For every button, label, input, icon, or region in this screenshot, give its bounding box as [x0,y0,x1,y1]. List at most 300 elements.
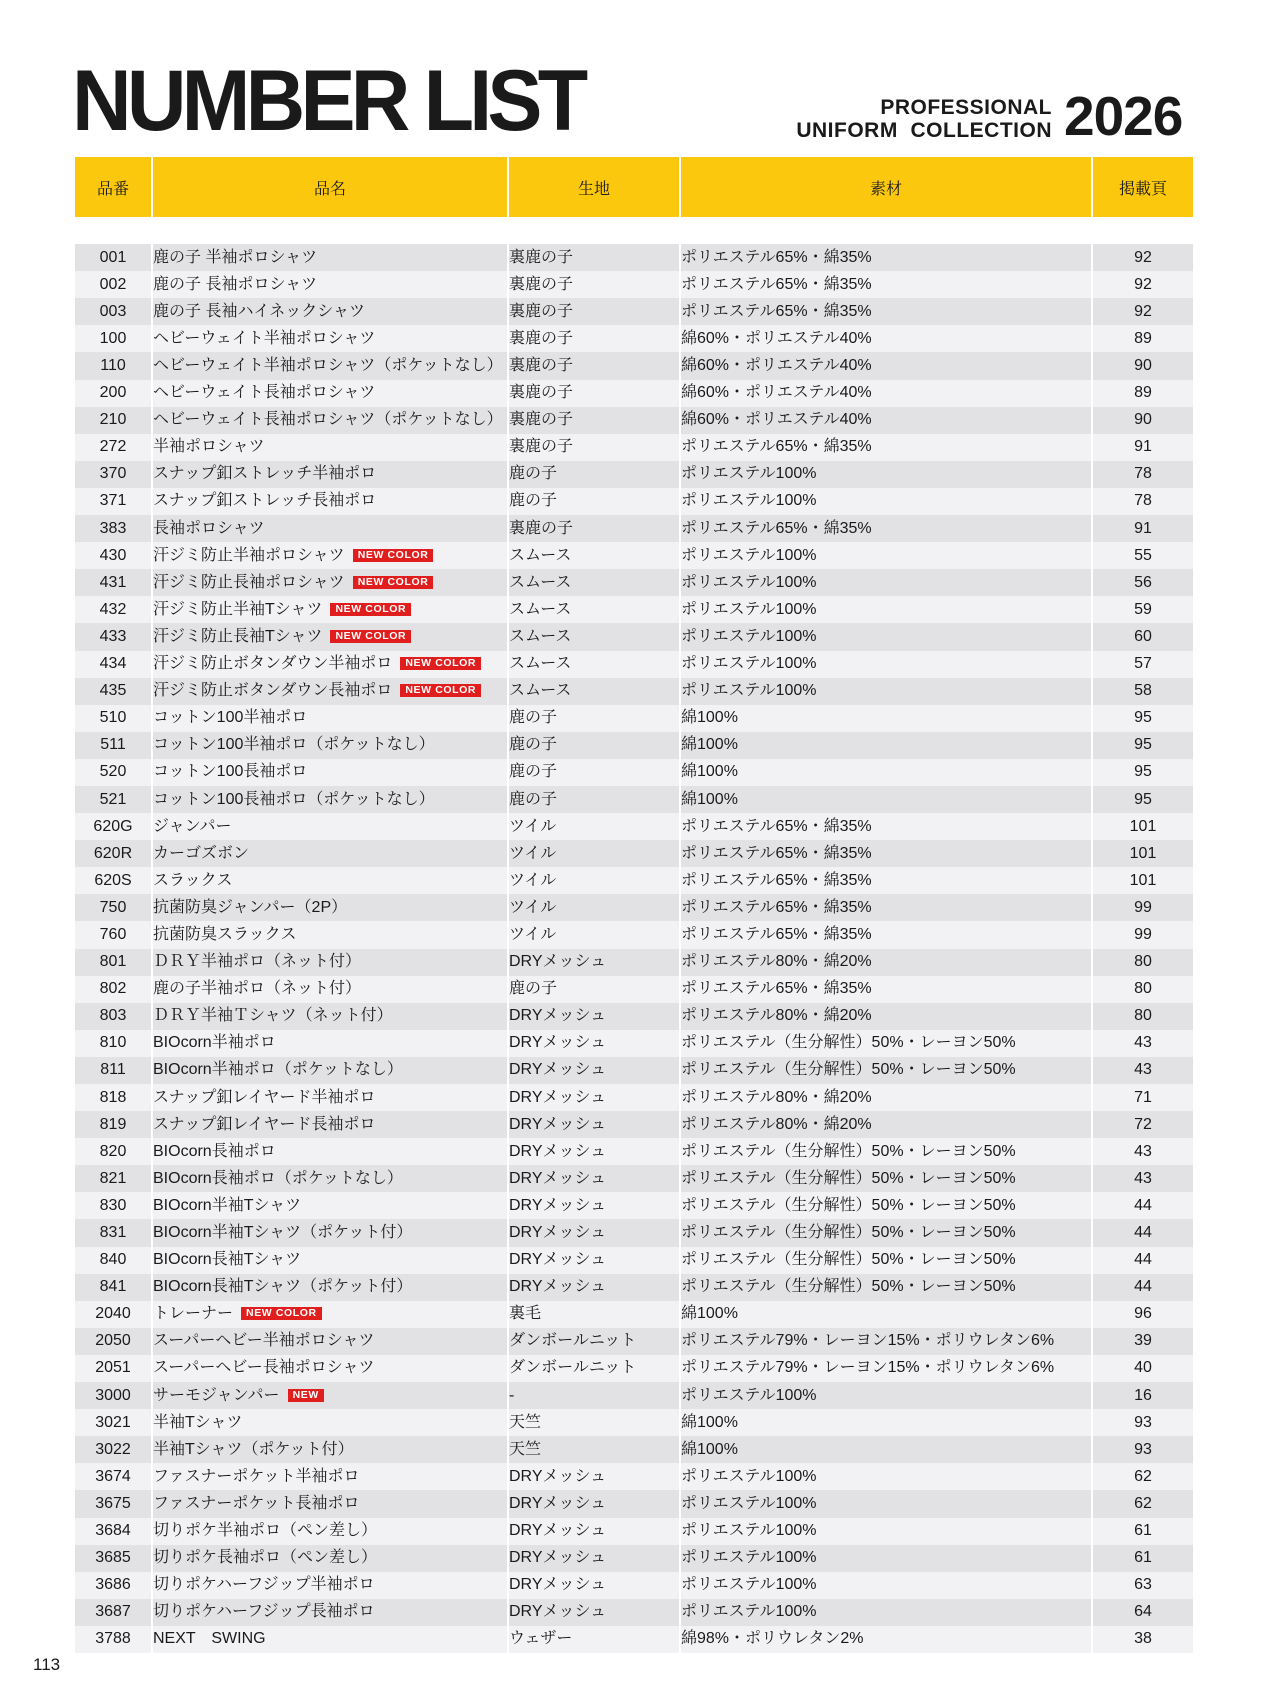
item-number: 110 [100,357,126,375]
item-material: ポリエステル100% [681,573,817,591]
item-name: 半袖ポロシャツ [153,438,265,456]
table-row [75,461,1193,488]
item-fabric: DRYメッシュ [509,1061,607,1079]
item-name: BIOcorn半袖Tシャツ [153,1196,302,1214]
item-name-cell [153,840,509,867]
item-name-cell [153,894,509,921]
item-fabric-cell [509,623,681,650]
item-number: 831 [99,1224,127,1242]
item-material: ポリエステル（生分解性）50%・レーヨン50% [681,1278,1016,1296]
item-fabric-cell [509,1138,681,1165]
item-page-cell [1093,840,1193,867]
item-material-cell [681,1274,1093,1301]
item-number: 432 [99,600,127,618]
item-material: ポリエステル65%・綿35% [681,302,872,320]
subtitle-line-2: UNIFORM COLLECTION [796,119,1052,142]
item-material: 綿60%・ポリエステル40% [681,384,872,402]
item-fabric-cell [509,1599,681,1626]
table-header-row [75,157,1193,217]
item-name: BIOcorn半袖Tシャツ（ポケット付） [153,1224,413,1242]
item-material-cell [681,678,1093,705]
item-name-cell [153,434,509,461]
item-material-cell [681,542,1093,569]
page-number: 113 [33,1655,61,1674]
item-number-cell [75,732,153,759]
item-page-cell [1093,813,1193,840]
item-fabric: DRYメッシュ [509,1034,607,1052]
item-page-cell [1093,651,1193,678]
item-material-cell [681,1030,1093,1057]
item-fabric: スムース [509,627,572,645]
item-fabric: 天竺 [509,1413,542,1431]
item-fabric-cell [509,1274,681,1301]
item-number-cell [75,1518,153,1545]
item-page: 63 [1134,1576,1152,1594]
table-row [75,515,1193,542]
item-name: 切りポケハーフジップ長袖ポロ [153,1603,375,1621]
item-name-cell [153,1247,509,1274]
column-header-material: 素材 [681,157,1093,217]
item-page: 90 [1134,357,1152,375]
item-name: スナップ釦ストレッチ半袖ポロ [153,465,377,483]
item-material: ポリエステル100% [681,1603,817,1621]
item-name: ヘビーウェイト長袖ポロシャツ [153,384,376,402]
item-material: ポリエステル100% [681,627,817,645]
item-number-cell [75,786,153,813]
new-color-badge: NEW COLOR [330,603,411,616]
item-fabric-cell [509,1003,681,1030]
item-fabric-cell [509,786,681,813]
table-row [75,325,1193,352]
item-name: BIOcorn長袖Tシャツ [153,1251,302,1269]
item-fabric-cell [509,759,681,786]
item-fabric-cell [509,1518,681,1545]
item-fabric-cell [509,840,681,867]
item-material: 綿100% [681,763,738,781]
item-fabric-cell [509,678,681,705]
item-name: スナップ釦レイヤード長袖ポロ [153,1115,376,1133]
item-fabric-cell [509,1626,681,1653]
item-number: 3000 [95,1386,131,1404]
item-name-cell [153,1355,509,1382]
collection-year: 2026 [1064,85,1183,147]
item-number-cell [75,623,153,650]
table-row [75,1030,1193,1057]
column-header-name: 品名 [153,157,509,217]
item-fabric: DRYメッシュ [509,1196,607,1214]
item-number: 2051 [95,1359,131,1377]
item-page-cell [1093,1084,1193,1111]
item-number: 830 [99,1196,127,1214]
item-fabric: 裏鹿の子 [509,275,574,293]
item-material: ポリエステル100% [681,546,817,564]
item-number-cell [75,1165,153,1192]
item-page-cell [1093,678,1193,705]
item-material-cell [681,569,1093,596]
item-material: ポリエステル（生分解性）50%・レーヨン50% [681,1034,1016,1052]
item-name-cell [153,1274,509,1301]
item-number: 3788 [95,1630,131,1648]
item-material: ポリエステル100% [681,1467,817,1485]
item-material: ポリエステル（生分解性）50%・レーヨン50% [681,1224,1016,1242]
item-page-cell [1093,1545,1193,1572]
item-material: ポリエステル100% [681,1549,817,1567]
item-fabric: 裏鹿の子 [509,519,574,537]
item-number: 821 [99,1169,127,1187]
item-name: ＤＲＹ半袖Ｔシャツ（ネット付） [153,1007,393,1025]
item-name-cell [153,651,509,678]
item-fabric-cell [509,1382,681,1409]
item-material: ポリエステル80%・綿20% [681,1115,872,1133]
item-fabric-cell [509,1030,681,1057]
item-fabric: ダンボールニット [509,1332,637,1350]
item-number-cell [75,1003,153,1030]
item-name-cell [153,1111,509,1138]
item-name: スーパーヘビー半袖ポロシャツ [153,1332,375,1350]
item-name: 鹿の子半袖ポロ（ネット付） [153,980,362,998]
item-material-cell [681,1463,1093,1490]
item-number: 620R [93,844,133,862]
item-fabric: 鹿の子 [509,709,558,727]
item-number: 521 [99,790,127,808]
item-name: BIOcorn長袖Tシャツ（ポケット付） [153,1278,413,1296]
item-material: ポリエステル79%・レーヨン15%・ポリウレタン6% [681,1332,1055,1350]
item-fabric: DRYメッシュ [509,1494,607,1512]
item-page: 43 [1134,1169,1152,1187]
item-name-cell [153,921,509,948]
item-page: 95 [1134,709,1152,727]
item-name-cell [153,1436,509,1463]
item-number: 2050 [95,1332,131,1350]
item-number-cell [75,1436,153,1463]
item-fabric-cell [509,1057,681,1084]
table-row [75,705,1193,732]
item-page: 80 [1134,1007,1152,1025]
item-name: 抗菌防臭スラックス [153,925,297,943]
item-page: 99 [1134,925,1152,943]
item-name: BIOcorn半袖ポロ（ポケットなし） [153,1061,403,1079]
item-fabric-cell [509,434,681,461]
item-name: ＤＲＹ半袖ポロ（ネット付） [153,953,362,971]
item-number: 510 [99,709,127,727]
item-material: ポリエステル65%・綿35% [681,871,872,889]
item-number-cell [75,434,153,461]
item-material-cell [681,298,1093,325]
item-page-cell [1093,1301,1193,1328]
item-page: 62 [1134,1494,1152,1512]
new-badge: NEW [288,1389,324,1402]
item-fabric: 裏鹿の子 [509,438,574,456]
item-page: 57 [1134,655,1152,673]
item-material-cell [681,1518,1093,1545]
item-fabric: スムース [509,546,572,564]
item-name: 鹿の子 長袖ハイネックシャツ [153,302,365,320]
item-number: 002 [99,275,127,293]
item-number-cell [75,461,153,488]
item-name-cell [153,1030,509,1057]
item-fabric-cell [509,867,681,894]
table-row [75,1518,1193,1545]
item-fabric-cell [509,1436,681,1463]
item-number-cell [75,407,153,434]
item-fabric-cell [509,569,681,596]
item-material-cell [681,352,1093,379]
item-name: BIOcorn半袖ポロ [153,1034,276,1052]
item-number-cell [75,542,153,569]
item-fabric-cell [509,1111,681,1138]
item-name-cell [153,1490,509,1517]
item-page-cell [1093,542,1193,569]
item-material: ポリエステル65%・綿35% [681,844,872,862]
item-material: ポリエステル65%・綿35% [681,248,872,266]
item-material: ポリエステル65%・綿35% [681,898,872,916]
item-page: 71 [1134,1088,1152,1106]
item-material-cell [681,705,1093,732]
item-fabric: スムース [509,655,572,673]
item-material-cell [681,1219,1093,1246]
item-material-cell [681,1409,1093,1436]
item-material: ポリエステル100% [681,655,817,673]
item-fabric-cell [509,1165,681,1192]
item-name: ヘビーウェイト半袖ポロシャツ（ポケットなし） [153,357,503,375]
item-name: カーゴズボン [153,844,250,862]
item-page: 61 [1134,1549,1152,1567]
table-row [75,651,1193,678]
item-fabric: DRYメッシュ [509,1576,607,1594]
collection-subtitle [796,96,1052,142]
item-material-cell [681,271,1093,298]
item-page-cell [1093,705,1193,732]
item-fabric-cell [509,298,681,325]
item-material-cell [681,515,1093,542]
item-page-cell [1093,1274,1193,1301]
item-material-cell [681,894,1093,921]
item-fabric: 裏鹿の子 [509,302,574,320]
item-material-cell [681,651,1093,678]
item-number: 383 [99,519,127,537]
item-fabric: 裏鹿の子 [509,411,574,429]
item-name: スラックス [153,871,233,889]
item-fabric: DRYメッシュ [509,1088,607,1106]
item-fabric: スムース [509,573,572,591]
item-material: ポリエステル65%・綿35% [681,925,872,943]
item-page: 44 [1134,1224,1152,1242]
item-name-cell [153,461,509,488]
table-row [75,1436,1193,1463]
item-number: 760 [99,925,127,943]
item-page-cell [1093,1382,1193,1409]
item-fabric: DRYメッシュ [509,1169,607,1187]
item-fabric: ツイル [509,925,557,943]
item-material-cell [681,1192,1093,1219]
item-page-cell [1093,1518,1193,1545]
item-name: 鹿の子 半袖ポロシャツ [153,248,318,266]
item-page-cell [1093,1003,1193,1030]
item-page: 95 [1134,736,1152,754]
item-material: ポリエステル100% [681,600,817,618]
item-page: 80 [1134,980,1152,998]
item-page: 80 [1134,953,1152,971]
item-number: 819 [99,1115,127,1133]
item-material-cell [681,1355,1093,1382]
item-number-cell [75,949,153,976]
table-row [75,298,1193,325]
item-name-cell [153,1599,509,1626]
item-material: ポリエステル（生分解性）50%・レーヨン50% [681,1169,1016,1187]
item-name: ファスナーポケット長袖ポロ [153,1494,360,1512]
item-material-cell [681,596,1093,623]
item-material: 綿60%・ポリエステル40% [681,329,872,347]
item-name: BIOcorn長袖ポロ [153,1142,276,1160]
item-material: ポリエステル65%・綿35% [681,817,872,835]
item-material-cell [681,949,1093,976]
item-fabric: 裏毛 [509,1305,542,1323]
item-page: 95 [1134,763,1152,781]
item-page: 96 [1134,1305,1152,1323]
item-page-cell [1093,298,1193,325]
item-fabric: 裏鹿の子 [509,384,574,402]
item-material-cell [681,1572,1093,1599]
item-fabric: 鹿の子 [509,763,558,781]
item-name-cell [153,352,509,379]
item-page: 72 [1134,1115,1152,1133]
page-title: NUMBER LIST [72,53,584,149]
table-row [75,352,1193,379]
item-fabric-cell [509,1247,681,1274]
item-number: 001 [99,248,127,266]
item-material-cell [681,488,1093,515]
item-number-cell [75,1463,153,1490]
item-material: 綿100% [681,709,738,727]
item-material-cell [681,1599,1093,1626]
item-page: 44 [1134,1251,1152,1269]
item-name-cell [153,407,509,434]
item-fabric-cell [509,1192,681,1219]
item-name: トレーナー [153,1305,234,1323]
item-page-cell [1093,1572,1193,1599]
item-page: 44 [1134,1278,1152,1296]
table-row [75,1138,1193,1165]
item-number: 433 [99,627,127,645]
item-material: 綿98%・ポリウレタン2% [681,1630,864,1648]
item-number-cell [75,1247,153,1274]
item-number-cell [75,813,153,840]
item-fabric-cell [509,705,681,732]
item-page: 43 [1134,1034,1152,1052]
item-page-cell [1093,596,1193,623]
item-fabric: スムース [509,682,572,700]
item-name-cell [153,732,509,759]
item-number: 520 [99,763,127,781]
item-material-cell [681,732,1093,759]
item-page-cell [1093,569,1193,596]
item-number-cell [75,1111,153,1138]
item-page-cell [1093,949,1193,976]
item-name-cell [153,1409,509,1436]
item-fabric: DRYメッシュ [509,1142,607,1160]
item-name: 切りポケハーフジップ半袖ポロ [153,1576,375,1594]
item-fabric-cell [509,542,681,569]
item-fabric: ダンボールニット [509,1359,637,1377]
item-name-cell [153,705,509,732]
item-fabric-cell [509,407,681,434]
item-fabric: ツイル [509,817,557,835]
item-fabric-cell [509,894,681,921]
item-name: サーモジャンパー [153,1386,280,1404]
item-material: 綿100% [681,790,738,808]
item-fabric-cell [509,949,681,976]
item-number-cell [75,325,153,352]
item-number: 210 [99,411,127,429]
item-number-cell [75,1030,153,1057]
item-material-cell [681,461,1093,488]
item-page: 90 [1134,411,1152,429]
item-fabric-cell [509,1545,681,1572]
item-number: 003 [99,302,127,320]
item-fabric: - [509,1386,515,1404]
table-row [75,542,1193,569]
table-row [75,840,1193,867]
table-row [75,1328,1193,1355]
item-name-cell [153,380,509,407]
item-name-cell [153,542,509,569]
item-number-cell [75,1382,153,1409]
item-page-cell [1093,921,1193,948]
item-name: ジャンパー [153,817,232,835]
item-page-cell [1093,1490,1193,1517]
item-name-cell [153,678,509,705]
item-material: ポリエステル100% [681,1576,817,1594]
item-material-cell [681,1165,1093,1192]
table-row [75,678,1193,705]
item-material-cell [681,786,1093,813]
item-number-cell [75,352,153,379]
table-row [75,1545,1193,1572]
item-number: 3687 [95,1603,131,1621]
item-fabric: ツイル [509,871,557,889]
item-name-cell [153,949,509,976]
item-page: 60 [1134,627,1152,645]
item-page: 101 [1129,817,1157,835]
item-page-cell [1093,461,1193,488]
item-page: 40 [1134,1359,1152,1377]
item-page: 16 [1134,1386,1152,1404]
item-fabric: 鹿の子 [509,465,558,483]
table-row [75,786,1193,813]
item-number: 620S [94,871,132,889]
item-page: 99 [1134,898,1152,916]
item-page: 93 [1134,1440,1152,1458]
table-row [75,434,1193,461]
item-page: 91 [1134,438,1152,456]
table-row [75,1247,1193,1274]
item-material: ポリエステル（生分解性）50%・レーヨン50% [681,1061,1016,1079]
item-number-cell [75,1626,153,1653]
item-name-cell [153,1328,509,1355]
item-page: 92 [1134,275,1152,293]
item-page: 89 [1134,384,1152,402]
table-row [75,1599,1193,1626]
item-fabric: DRYメッシュ [509,1278,607,1296]
item-fabric-cell [509,488,681,515]
table-row [75,1219,1193,1246]
item-name: 半袖Tシャツ（ポケット付） [153,1440,354,1458]
item-material: ポリエステル80%・綿20% [681,953,872,971]
item-fabric: 鹿の子 [509,790,558,808]
item-page: 43 [1134,1061,1152,1079]
new-color-badge: NEW COLOR [241,1307,322,1320]
item-page-cell [1093,732,1193,759]
